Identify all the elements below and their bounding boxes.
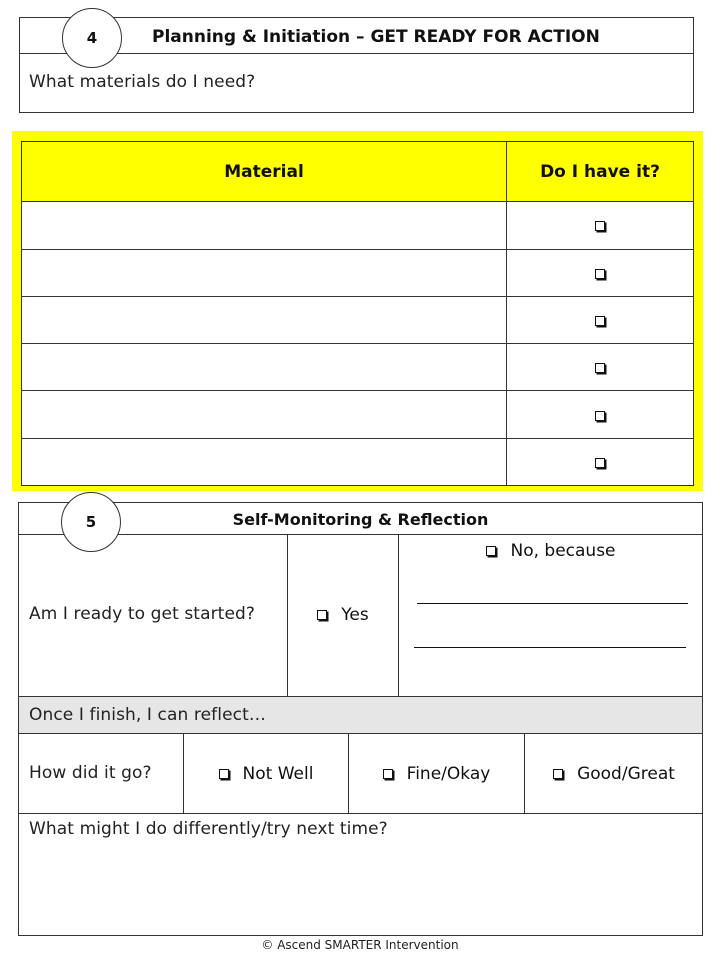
- not-well-label: Not Well: [242, 764, 314, 784]
- table-row: [22, 202, 694, 249]
- not-well-checkbox[interactable]: [219, 769, 229, 779]
- material-column-header: Material: [22, 142, 507, 202]
- checkbox[interactable]: [595, 316, 605, 326]
- no-reason-line-2[interactable]: [414, 647, 686, 648]
- have-it-cell: [507, 249, 694, 296]
- next-time-answer-area[interactable]: [19, 845, 702, 935]
- good-great-checkbox[interactable]: [553, 769, 563, 779]
- how-question: How did it go?: [29, 763, 152, 783]
- ready-question: Am I ready to get started?: [29, 604, 256, 624]
- fine-okay-checkbox[interactable]: [383, 769, 393, 779]
- no-label: No, because: [510, 541, 616, 561]
- material-input-cell[interactable]: [22, 202, 507, 249]
- material-input-cell[interactable]: [22, 391, 507, 438]
- reflect-banner: [18, 696, 703, 734]
- section-4-header-divider: [19, 53, 694, 54]
- section-5-header-divider: [18, 534, 703, 535]
- reflect-banner-text: Once I finish, I can reflect…: [29, 705, 266, 725]
- yes-option[interactable]: [288, 604, 398, 626]
- material-input-cell[interactable]: [22, 249, 507, 296]
- materials-table: [21, 141, 694, 486]
- have-it-cell: [507, 438, 694, 485]
- materials-question: What materials do I need?: [29, 72, 256, 92]
- section-4-number: 4: [86, 29, 98, 47]
- have-it-cell: [507, 391, 694, 438]
- good-great-label: Good/Great: [577, 764, 675, 784]
- checkbox[interactable]: [595, 221, 605, 231]
- option-fine-okay[interactable]: [349, 763, 524, 785]
- section-5-number: 5: [85, 513, 97, 531]
- material-input-cell[interactable]: [22, 344, 507, 391]
- checkbox[interactable]: [595, 269, 605, 279]
- material-input-cell[interactable]: [22, 296, 507, 343]
- have-it-column-header: Do I have it?: [507, 142, 694, 202]
- checkbox[interactable]: [595, 363, 605, 373]
- next-time-question: What might I do differently/try next time?: [29, 819, 388, 839]
- fine-okay-label: Fine/Okay: [406, 764, 491, 784]
- no-checkbox[interactable]: [486, 546, 496, 556]
- section-4-number-badge: [62, 8, 122, 68]
- have-it-cell: [507, 296, 694, 343]
- material-input-cell[interactable]: [22, 438, 507, 485]
- copyright-footer: © Ascend SMARTER Intervention: [261, 938, 459, 952]
- table-row: [22, 438, 694, 485]
- checkbox[interactable]: [595, 411, 605, 421]
- have-it-cell: [507, 344, 694, 391]
- table-row: [22, 344, 694, 391]
- section-5-title: Self-Monitoring & Reflection: [232, 509, 489, 529]
- section-5-number-badge: [61, 492, 121, 552]
- no-option[interactable]: [399, 540, 703, 562]
- how-row-divider: [18, 813, 703, 814]
- yes-label: Yes: [341, 605, 369, 625]
- table-row: [22, 249, 694, 296]
- checkbox[interactable]: [595, 458, 605, 468]
- section-4-title: Planning & Initiation – GET READY FOR ACTION: [152, 27, 600, 47]
- have-it-cell: [507, 202, 694, 249]
- table-row: [22, 391, 694, 438]
- option-not-well[interactable]: [184, 763, 348, 785]
- option-good-great[interactable]: [525, 763, 703, 785]
- no-reason-line-1[interactable]: [417, 603, 688, 604]
- table-row: [22, 296, 694, 343]
- yes-checkbox[interactable]: [317, 610, 327, 620]
- materials-header-row: [22, 142, 694, 202]
